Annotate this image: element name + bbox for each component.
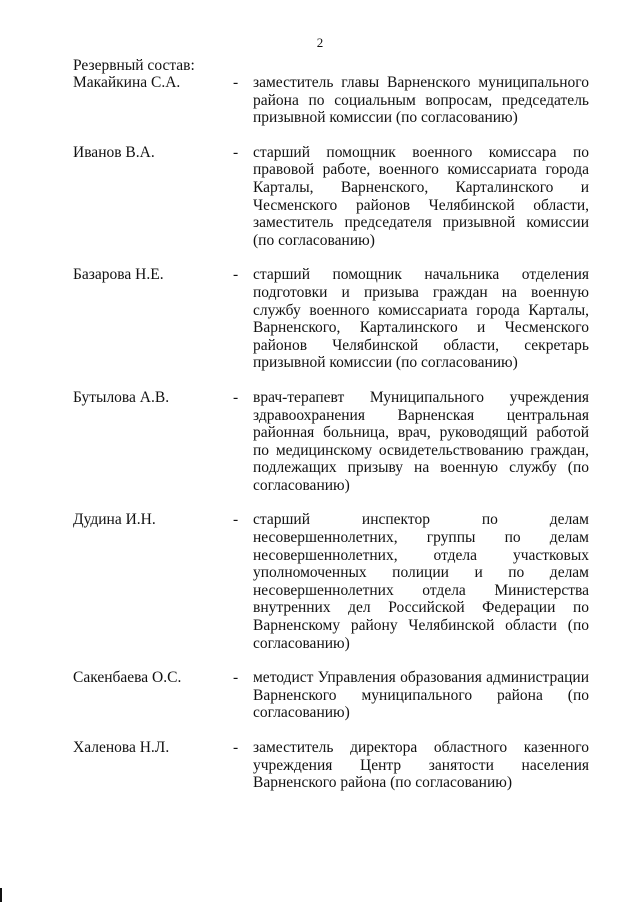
member-dash: -: [233, 388, 239, 406]
section-title: Резервный состав:: [73, 57, 195, 74]
member-dash: -: [233, 511, 239, 529]
member-name: Сакенбаева О.С.: [73, 669, 182, 687]
scan-edge-mark: [0, 888, 2, 902]
member-description: старший помощник военного комиссара по правовой работе, военного комиссариата города Карталы, Варненского, Карталинского и Чесменского районов Челябинской области, заместитель председателя призывной комиссии (по согласованию): [253, 143, 589, 249]
page-number: 2: [316, 35, 324, 50]
member-description: старший помощник начальника отделения подготовки и призыва граждан на военную службу военного комиссариата города Карталы, Варненского, Карталинского и Чесменского районов Челябинской области, секретарь призывной комиссии (по согласованию): [253, 266, 589, 372]
member-entry: [73, 144, 593, 250]
member-entry: [73, 511, 593, 652]
member-entry: [73, 669, 593, 722]
member-name: Базарова Н.Е.: [73, 266, 164, 284]
member-entry: [73, 266, 593, 372]
member-name: Дудина И.Н.: [73, 511, 156, 529]
member-dash: -: [233, 669, 239, 687]
member-entry: [73, 739, 593, 792]
member-name: Бутылова А.В.: [73, 388, 170, 406]
member-description: методист Управления образования администрации Варненского муниципального района (по согласованию): [253, 669, 589, 722]
member-entry: [73, 389, 593, 495]
member-dash: -: [233, 143, 239, 161]
member-description: заместитель главы Варненского муниципального района по социальным вопросам, председатель призывной комиссии (по согласованию): [253, 74, 589, 127]
member-description: врач-терапевт Муниципального учреждения здравоохранения Варненская центральная районная больница, врач, руководящий работой по медицинскому освидетельствованию граждан, подлежащих призыву на военную службу (по согласованию): [253, 388, 589, 494]
member-name: Макайкина С.А.: [73, 74, 181, 91]
member-name: Иванов В.А.: [73, 143, 155, 161]
member-dash: -: [233, 74, 239, 91]
member-description: заместитель директора областного казенного учреждения Центр занятости населения Варненского района (по согласованию): [253, 739, 589, 792]
member-entry: [73, 74, 593, 127]
member-dash: -: [233, 266, 239, 284]
member-description: старший инспектор по делам несовершеннолетних, группы по делам несовершеннолетних, отдела участковых уполномоченных полиции и по делам несовершеннолетних отдела Министерства внутренних дел Российской Федерации по Варненскому району Челябинской области (по согласованию): [253, 511, 589, 652]
members-list: [73, 74, 593, 792]
member-dash: -: [233, 739, 239, 756]
member-name: Халенова Н.Л.: [73, 739, 170, 756]
